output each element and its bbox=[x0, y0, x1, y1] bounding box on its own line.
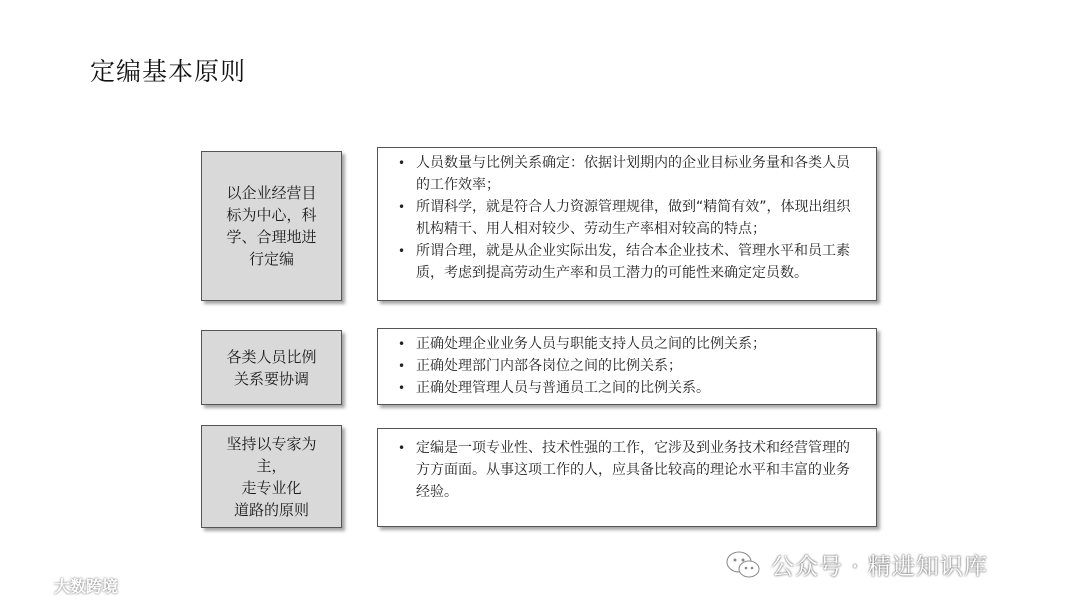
principle-label-box bbox=[201, 151, 342, 301]
principle-label-line: 走专业化 bbox=[241, 478, 302, 497]
principle-label-line: 标为中心，科 bbox=[226, 206, 317, 224]
watermark-right-text: 公众号 · 精进知识库 bbox=[771, 554, 988, 580]
bullet-item: • 所谓科学，就是符合人力资源管理规律，做到“精简有效”，体现出组织机构精干、用人相对较少、劳动生产率相对较高的特点； bbox=[394, 196, 860, 240]
principle-label-line: 道路的原则 bbox=[233, 500, 309, 519]
principle-detail-box bbox=[377, 428, 877, 527]
watermark-right bbox=[725, 548, 988, 581]
bullet-item: • 人员数量与比例关系确定：依据计划期内的企业目标业务量和各类人员的工作效率； bbox=[394, 152, 860, 196]
principle-detail-box bbox=[377, 328, 877, 405]
brand-logo-icon bbox=[10, 575, 50, 597]
bullet-item: • 所谓合理，就是从企业实际出发，结合本企业技术、管理水平和员工素质，考虑到提高劳动生产率和员工潜力的可能性来确定定员数。 bbox=[394, 240, 860, 284]
principle-label-line: 以企业经营目 bbox=[226, 184, 317, 202]
watermark-left bbox=[10, 574, 118, 597]
principle-label-line: 行定编 bbox=[248, 250, 294, 268]
principle-label-line: 关系要协调 bbox=[233, 369, 309, 388]
principle-label-line: 坚持以专家为主， bbox=[226, 434, 317, 475]
principle-detail-box bbox=[377, 147, 877, 301]
principle-label-box bbox=[201, 330, 342, 405]
bullet-item: • 定编是一项专业性、技术性强的工作，它涉及到业务技术和经营管理的方方面面。从事这项工作的人，应具备比较高的理论水平和丰富的业务经验。 bbox=[394, 437, 860, 503]
principle-label-line: 学、合理地进 bbox=[226, 228, 317, 246]
bullet-item: • 正确处理管理人员与普通员工之间的比例关系。 bbox=[394, 377, 860, 399]
page-title: 定编基本原则 bbox=[90, 57, 247, 86]
principle-label-box bbox=[201, 425, 342, 528]
watermark-left-text: 大数跨境 bbox=[54, 577, 119, 596]
wechat-icon bbox=[725, 550, 761, 580]
bullet-item: • 正确处理企业业务人员与职能支持人员之间的比例关系； bbox=[394, 333, 860, 355]
bullet-item: • 正确处理部门内部各岗位之间的比例关系； bbox=[394, 355, 860, 377]
principle-label-line: 各类人员比例 bbox=[226, 347, 317, 366]
